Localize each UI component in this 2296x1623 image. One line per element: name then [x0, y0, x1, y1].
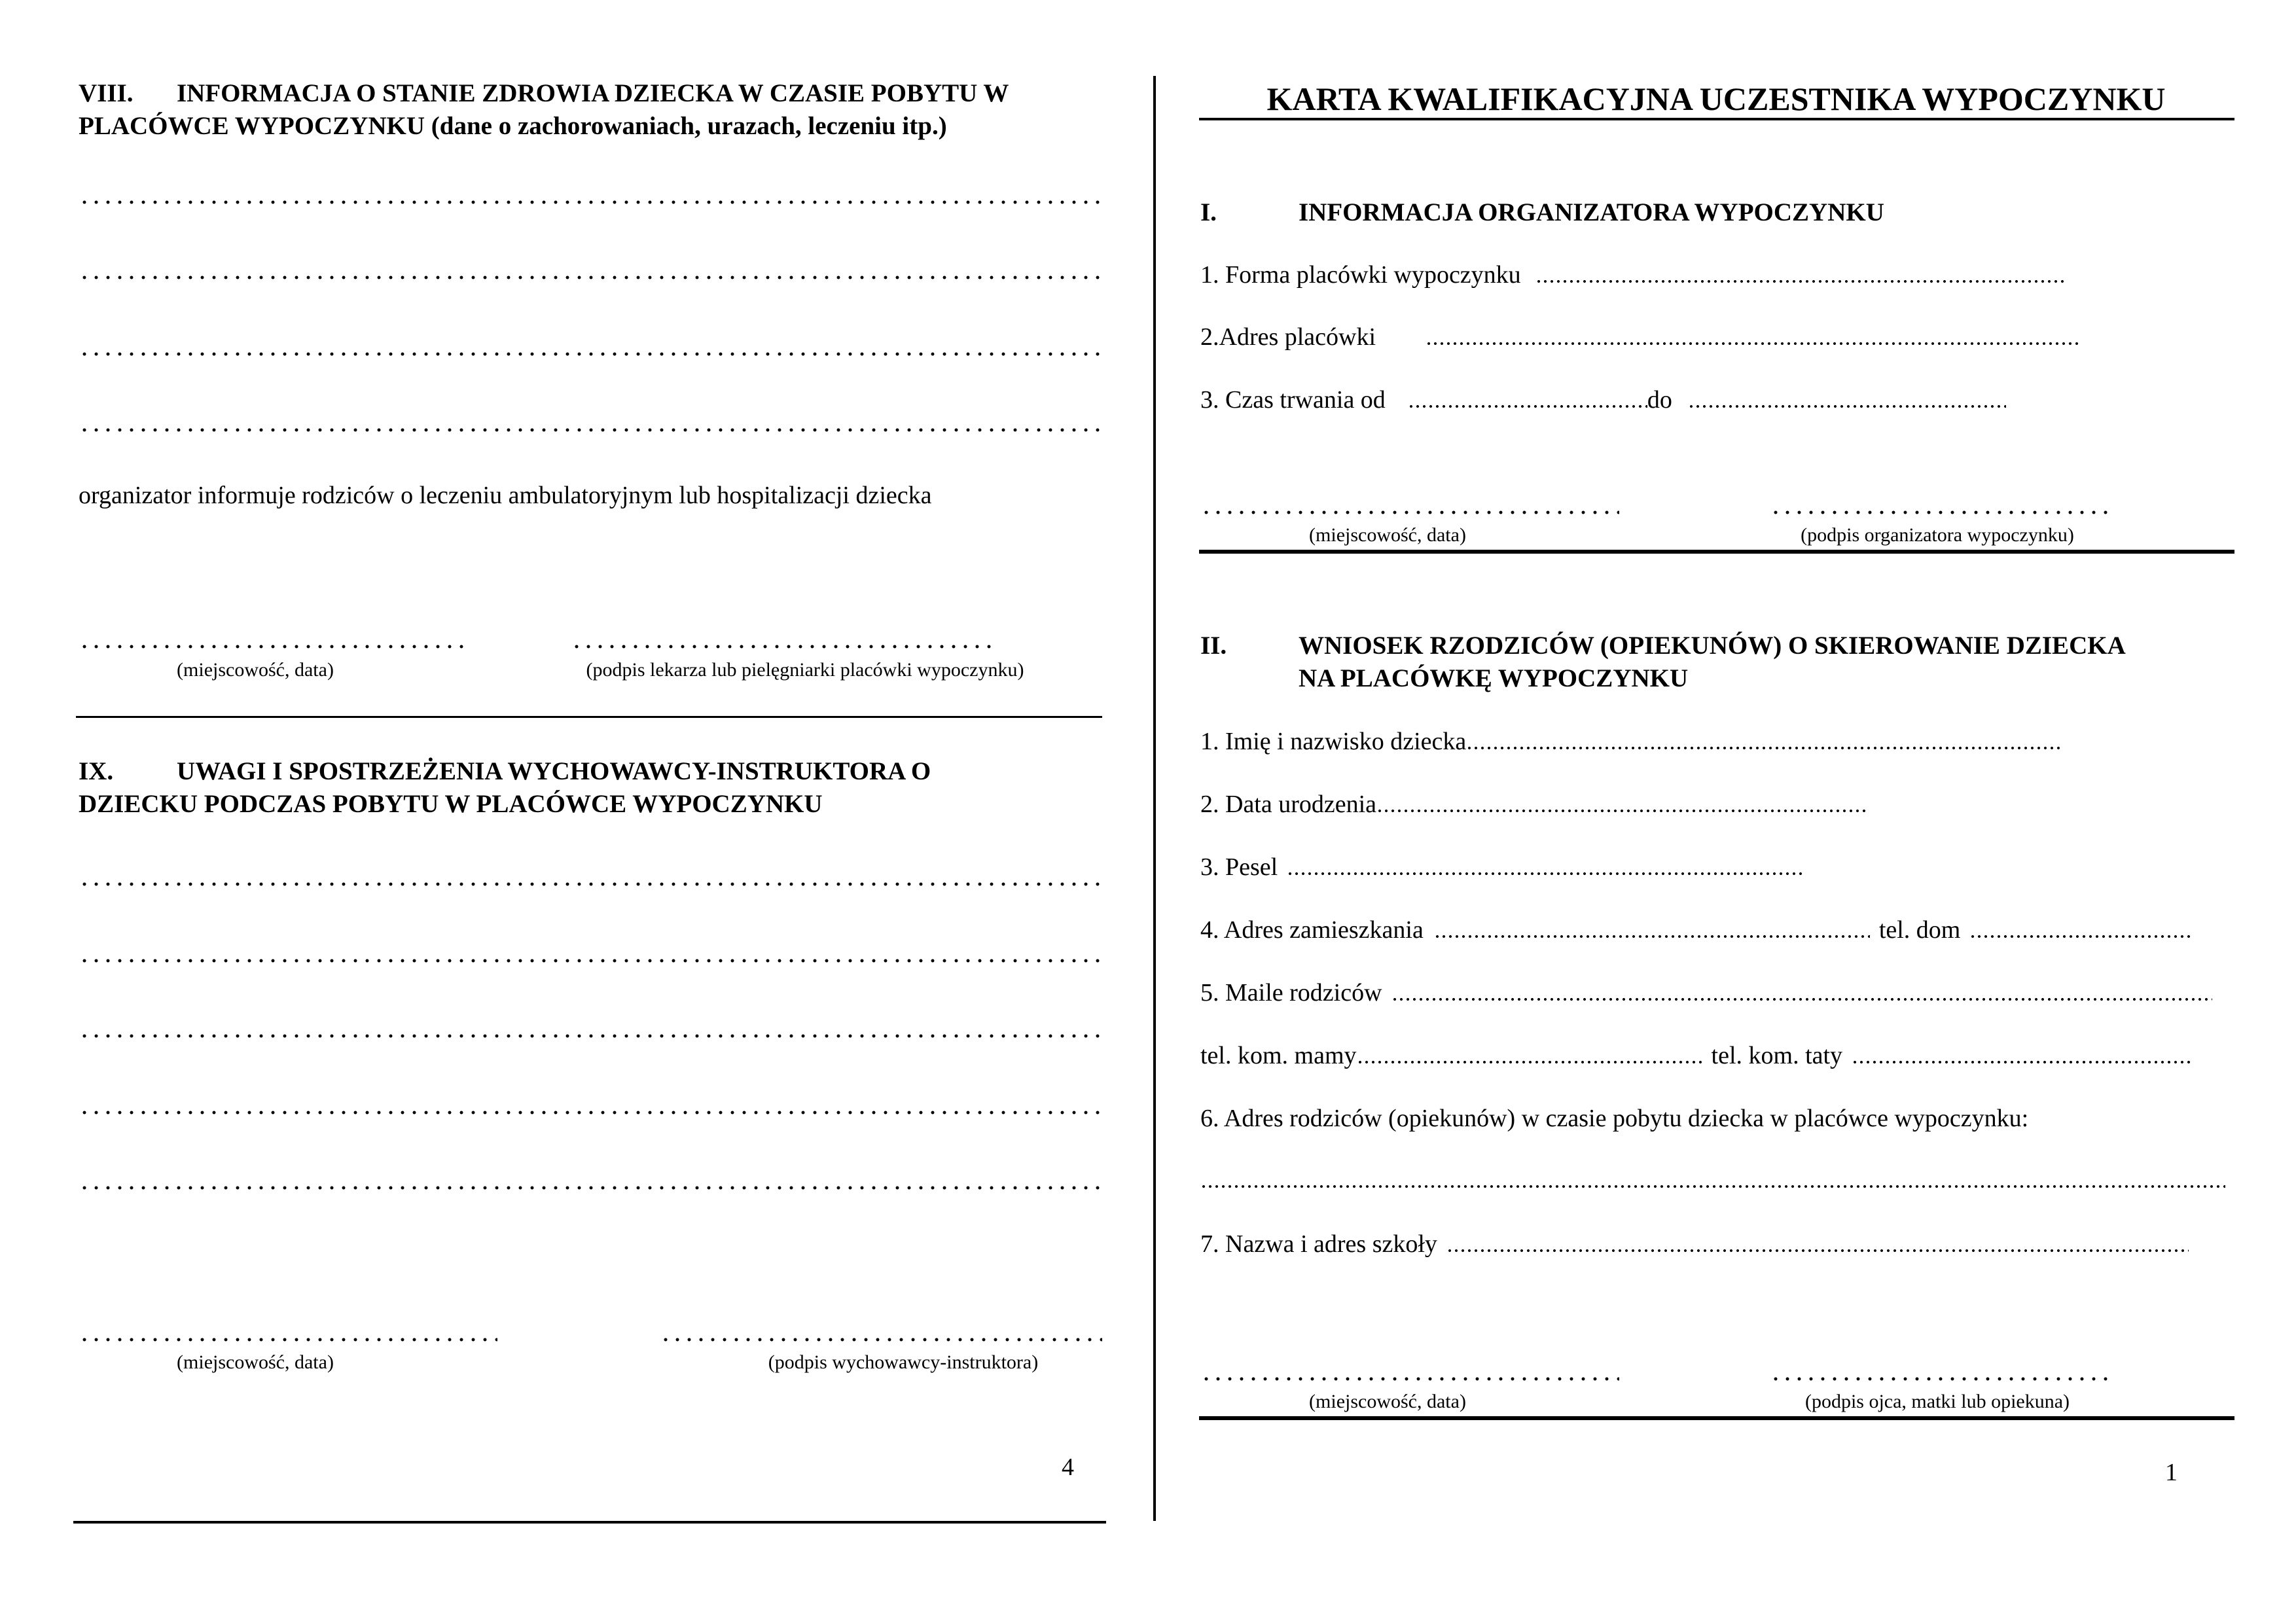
section-i-signature-line[interactable]	[1770, 510, 2111, 514]
section-ii-heading	[1200, 630, 2248, 695]
home-address-input[interactable]	[1434, 935, 1870, 938]
section-viii-line-3[interactable]	[79, 352, 1100, 356]
section-viii-line-4[interactable]	[79, 428, 1100, 432]
section-viii-heading	[79, 77, 1100, 143]
title-underline	[1199, 118, 2234, 120]
parent-stay-address-input[interactable]	[1200, 1185, 2225, 1188]
birth-date-label: 2. Data urodzenia	[1200, 791, 1377, 818]
form-type-field[interactable]	[1200, 260, 2208, 290]
parent-phones-field[interactable]	[1200, 1041, 2234, 1071]
section-viii-note: organizator informuje rodziców o leczeniu ambulatoryjnym lub hospitalizacji dziecka	[79, 482, 932, 509]
mother-phone-label: tel. kom. mamy	[1200, 1042, 1357, 1069]
section-i-place-date-line[interactable]	[1200, 510, 1619, 514]
section-ix-line-4[interactable]	[79, 1111, 1100, 1115]
mother-phone-input[interactable]	[1357, 1060, 1702, 1064]
duration-to-input[interactable]	[1688, 404, 2006, 408]
section-ix-line-2[interactable]	[79, 959, 1100, 963]
section-ii-signature-line[interactable]	[1770, 1377, 2111, 1381]
section-ii-signature-caption: (podpis ojca, matki lub opiekuna)	[1804, 1391, 2070, 1412]
home-phone-label: tel. dom	[1878, 916, 1961, 944]
school-input[interactable]	[1446, 1249, 2189, 1253]
child-name-input[interactable]	[1466, 746, 2063, 750]
section-ix-signature-line[interactable]	[660, 1338, 1102, 1342]
section-ix-line-3[interactable]	[79, 1034, 1100, 1038]
child-name-field[interactable]	[1200, 726, 2234, 757]
section-ii-place-date-caption: (miejscowość, data)	[1309, 1391, 1466, 1412]
section-ii-number: II.	[1200, 632, 1227, 660]
duration-from-input[interactable]	[1408, 404, 1647, 408]
pesel-input[interactable]	[1287, 872, 1803, 876]
parent-email-label: 5. Maile rodziców	[1200, 979, 1382, 1007]
section-ix-signature-caption: (podpis wychowawcy-instruktora)	[768, 1351, 1039, 1373]
left-page-bottom-rule	[73, 1521, 1106, 1524]
duration-to-label: do	[1647, 386, 1672, 414]
form-type-input[interactable]	[1535, 279, 2066, 283]
section-ix-title-line1: UWAGI I SPOSTRZEŻENIA WYCHOWAWCY-INSTRUKTORA O	[177, 757, 931, 785]
pesel-field[interactable]	[1200, 852, 2234, 882]
school-label: 7. Nazwa i adres szkoły	[1200, 1230, 1437, 1258]
pesel-label: 3. Pesel	[1200, 853, 1278, 881]
section-ix-place-date-caption: (miejscowość, data)	[177, 1351, 334, 1373]
section-viii-place-date-line[interactable]	[79, 645, 465, 649]
section-ix-heading	[79, 755, 1100, 821]
father-phone-label: tel. kom. taty	[1711, 1042, 1843, 1069]
section-viii-number: VIII.	[79, 79, 134, 107]
section-ix-line-1[interactable]	[79, 882, 1100, 886]
section-viii-title-line2: PLACÓWCE WYPOCZYNKU (dane o zachorowaniach, urazach, leczeniu itp.)	[79, 112, 947, 140]
section-ix-title-line2: DZIECKU PODCZAS POBYTU W PLACÓWCE WYPOCZYNKU	[79, 790, 823, 818]
facility-address-field[interactable]	[1200, 322, 2208, 352]
father-phone-input[interactable]	[1852, 1060, 2192, 1064]
section-ii-title-line2: NA PLACÓWKĘ WYPOCZYNKU	[1299, 664, 1689, 692]
parent-email-field[interactable]	[1200, 978, 2234, 1008]
form-type-label: 1. Forma placówki wypoczynku	[1200, 261, 1521, 289]
section-ii-place-date-line[interactable]	[1200, 1377, 1619, 1381]
page-number-left: 4	[1062, 1454, 1074, 1481]
home-address-field[interactable]	[1200, 915, 2234, 945]
section-ix-place-date-line[interactable]	[79, 1338, 497, 1342]
section-viii-signature-caption: (podpis lekarza lub pielęgniarki placówki wypoczynku)	[586, 659, 1024, 681]
home-address-label: 4. Adres zamieszkania	[1200, 916, 1424, 944]
section-i-heading	[1200, 196, 2221, 229]
duration-field[interactable]	[1200, 385, 2208, 415]
section-viii-title-line1: INFORMACJA O STANIE ZDROWIA DZIECKA W CZASIE POBYTU W	[177, 79, 1009, 107]
section-viii-place-date-caption: (miejscowość, data)	[177, 659, 334, 681]
section-i-number: I.	[1200, 198, 1217, 226]
facility-address-input[interactable]	[1426, 342, 2080, 346]
right-page	[1152, 0, 2296, 1623]
school-field[interactable]	[1200, 1229, 2234, 1259]
section-i-place-date-caption: (miejscowość, data)	[1309, 524, 1466, 546]
section-viii-line-2[interactable]	[79, 276, 1100, 279]
section-ii-bottom-rule	[1199, 1416, 2234, 1420]
parent-stay-address-label: 6. Adres rodziców (opiekunów) w czasie pobytu dziecka w placówce wypoczynku:	[1200, 1105, 2029, 1132]
duration-from-label: 3. Czas trwania od	[1200, 386, 1386, 414]
parent-email-input[interactable]	[1391, 997, 2212, 1001]
section-divider	[76, 716, 1102, 718]
page-number-right: 1	[2165, 1459, 2178, 1486]
birth-date-input[interactable]	[1376, 809, 1867, 813]
facility-address-label: 2.Adres placówki	[1200, 323, 1376, 351]
section-ii-title-line1: WNIOSEK RZODZICÓW (OPIEKUNÓW) O SKIEROWANIE DZIECKA	[1299, 632, 2126, 660]
form-title: KARTA KWALIFIKACYJNA UCZESTNIKA WYPOCZYNKU	[1266, 80, 2166, 117]
birth-date-field[interactable]	[1200, 789, 2234, 819]
section-i-signature-caption: (podpis organizatora wypoczynku)	[1801, 524, 2074, 546]
section-viii-signature-line[interactable]	[571, 645, 996, 649]
child-name-label: 1. Imię i nazwisko dziecka	[1200, 728, 1467, 755]
home-phone-input[interactable]	[1969, 935, 2191, 938]
section-ix-line-5[interactable]	[79, 1186, 1100, 1190]
section-i-title: INFORMACJA ORGANIZATORA WYPOCZYNKU	[1299, 198, 1884, 226]
section-viii-line-1[interactable]	[79, 200, 1100, 204]
section-ix-number: IX.	[79, 757, 114, 785]
section-i-bottom-rule	[1199, 550, 2234, 554]
